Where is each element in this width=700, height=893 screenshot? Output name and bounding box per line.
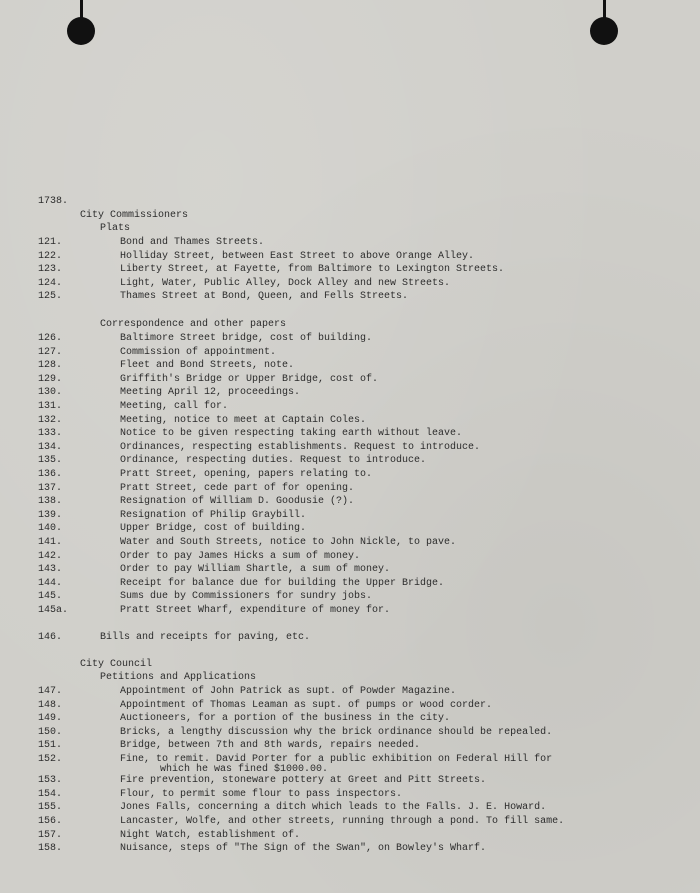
item-number: 151. [38, 740, 63, 752]
year: 1738. [38, 196, 69, 207]
item-number: 129. [38, 373, 63, 385]
item-number: 122. [38, 250, 63, 262]
item-number: 154. [38, 788, 63, 800]
item-text: Order to pay James Hicks a sum of money. [120, 550, 361, 562]
item-text: Fine, to remit. David Porter for a public exhibition on Federal Hill for [120, 754, 553, 765]
item-text: Appointment of John Patrick as supt. of Powder Magazine. [120, 686, 457, 697]
section-title: City Commissioners [80, 210, 189, 221]
item-text: Griffith's Bridge or Upper Bridge, cost of. [120, 373, 379, 385]
item-text: Bricks, a lengthy discussion why the brick ordinance should be repealed. [120, 726, 553, 738]
item-text: Baltimore Street bridge, cost of building. [120, 333, 373, 344]
subsection-title: Correspondence and other papers [100, 319, 287, 330]
item-number: 150. [38, 726, 63, 738]
item-text: Flour, to permit some flour to pass inspectors. [120, 788, 403, 800]
item-text: Nuisance, steps of "The Sign of the Swan", on Bowley's Wharf. [120, 843, 487, 855]
item-number: 145. [38, 591, 63, 603]
item-number: 153. [38, 775, 63, 787]
item-number: 132. [38, 414, 63, 426]
item-text: Liberty Street, at Fayette, from Baltimore to Lexington Streets. [120, 264, 505, 276]
item-text: Bridge, between 7th and 8th wards, repairs needed. [120, 740, 421, 752]
item-text: Order to pay William Shartle, a sum of money. [120, 564, 391, 576]
item-text: Meeting, notice to meet at Captain Coles. [120, 414, 367, 426]
item-number: 152. [38, 754, 63, 765]
item-text: Jones Falls, concerning a ditch which leads to the Falls. J. E. Howard. [120, 802, 547, 814]
item-number: 142. [38, 550, 63, 562]
item-number: 158. [38, 843, 63, 855]
item-text: Ordinances, respecting establishments. Request to introduce. [120, 441, 481, 453]
item-text: Sums due by Commissioners for sundry jobs. [120, 591, 373, 603]
item-text: Bills and receipts for paving, etc. [100, 632, 311, 643]
item-number: 137. [38, 482, 63, 494]
item-number: 149. [38, 713, 63, 725]
item-number: 156. [38, 816, 63, 827]
item-text: Holliday Street, between East Street to above Orange Alley. [120, 250, 475, 262]
item-number: 136. [38, 469, 63, 480]
item-number: 131. [38, 401, 63, 412]
item-text: Auctioneers, for a portion of the business in the city. [120, 713, 451, 725]
item-number: 124. [38, 277, 63, 289]
item-number: 128. [38, 360, 63, 372]
item-text: Pratt Street, opening, papers relating to. [120, 469, 373, 480]
item-number: 139. [38, 509, 63, 521]
item-text: Bond and Thames Streets. [120, 237, 265, 248]
item-text: Night Watch, establishment of. [120, 829, 301, 841]
item-number: 133. [38, 428, 63, 440]
item-text: Thames Street at Bond, Queen, and Fells Streets. [120, 291, 409, 303]
item-number: 138. [38, 496, 63, 508]
item-number: 140. [38, 523, 63, 535]
item-number: 134. [38, 441, 63, 453]
item-number: 146. [38, 632, 63, 643]
item-number: 157. [38, 829, 63, 841]
item-number: 125. [38, 291, 63, 303]
item-text: Notice to be given respecting taking earth without leave. [120, 428, 463, 440]
item-text: Resignation of William D. Goodusie (?). [120, 496, 355, 508]
item-number: 121. [38, 237, 63, 248]
item-number: 155. [38, 802, 63, 814]
item-text: Lancaster, Wolfe, and other streets, running through a pond. To fill same. [120, 816, 565, 827]
item-text: Fire prevention, stoneware pottery at Greet and Pitt Streets. [120, 775, 487, 787]
item-number: 141. [38, 537, 63, 548]
item-text: Receipt for balance due for building the Upper Bridge. [120, 577, 445, 589]
item-number: 148. [38, 699, 63, 711]
item-number: 126. [38, 333, 63, 344]
subsection-title: Petitions and Applications [100, 672, 257, 683]
item-text: Pratt Street Wharf, expenditure of money for. [120, 605, 391, 616]
item-text-continuation: which he was fined $1000.00. [160, 763, 329, 775]
item-text: Appointment of Thomas Leaman as supt. of pumps or wood corder. [120, 699, 493, 711]
item-text: Commission of appointment. [120, 346, 277, 358]
item-text: Ordinance, respecting duties. Request to introduce. [120, 455, 427, 467]
item-number: 130. [38, 387, 63, 399]
item-text: Light, Water, Public Alley, Dock Alley and new Streets. [120, 277, 451, 289]
item-text: Meeting April 12, proceedings. [120, 387, 301, 399]
item-text: Upper Bridge, cost of building. [120, 523, 307, 535]
item-number: 123. [38, 264, 63, 276]
item-text: Fleet and Bond Streets, note. [120, 360, 295, 372]
item-text: Pratt Street, cede part of for opening. [120, 482, 355, 494]
item-number: 144. [38, 577, 63, 589]
item-number: 147. [38, 686, 63, 697]
item-text: Resignation of Philip Graybill. [120, 509, 307, 521]
subsection-title: Plats [100, 223, 131, 234]
item-text: Water and South Streets, notice to John Nickle, to pave. [120, 537, 457, 548]
item-number: 135. [38, 455, 63, 467]
item-number: 145a. [38, 605, 69, 616]
item-number: 127. [38, 346, 63, 358]
section-title: City Council [80, 659, 153, 670]
item-number: 143. [38, 564, 63, 576]
item-text: Meeting, call for. [120, 401, 229, 412]
